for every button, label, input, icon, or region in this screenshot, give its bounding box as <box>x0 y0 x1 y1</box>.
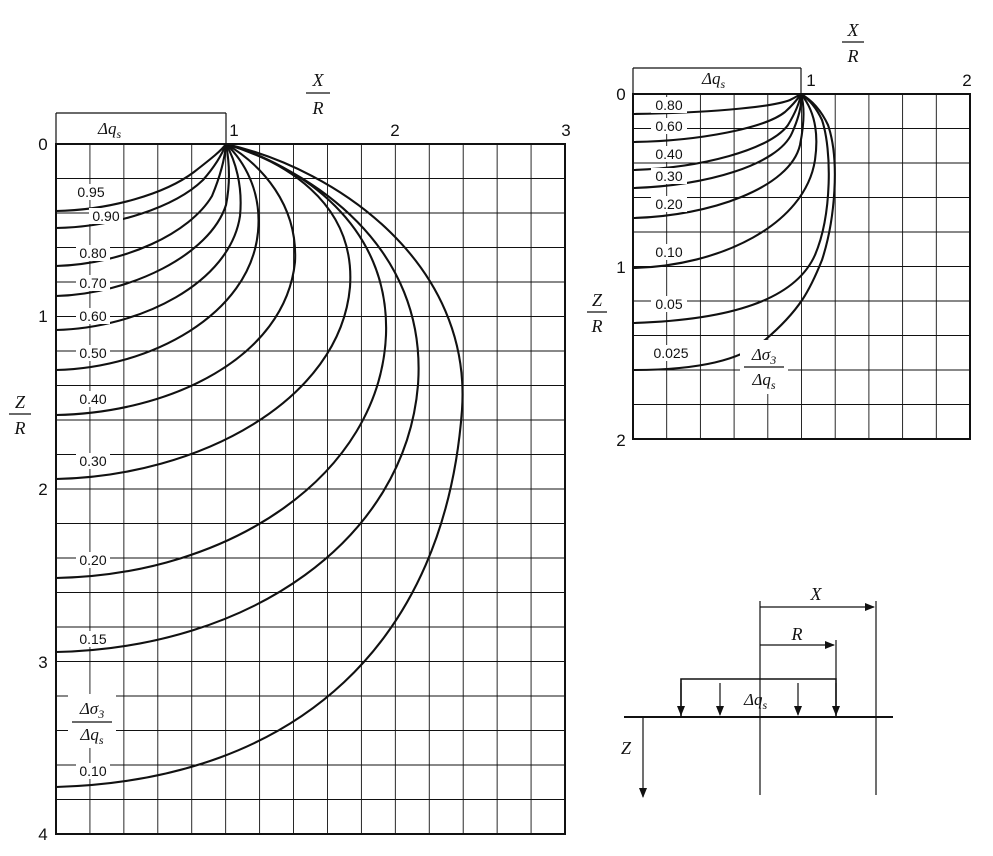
left-label-0.90: 0.90 <box>92 208 120 224</box>
right-chart-grid <box>633 94 970 439</box>
left-x-tick-3: 3 <box>561 121 571 140</box>
left-contour-labels <box>74 184 123 779</box>
right-label-0.60: 0.60 <box>655 118 683 134</box>
right-y-tick-1: 1 <box>616 258 626 277</box>
left-y-tick-1: 1 <box>38 307 48 326</box>
right-chart <box>587 20 972 450</box>
left-y-tick-2: 2 <box>38 480 48 499</box>
left-label-0.30: 0.30 <box>79 453 107 469</box>
right-x-tick-1: 1 <box>806 71 816 90</box>
sketch-x-label: X <box>810 584 822 604</box>
left-x-axis-label-num: X <box>312 70 324 90</box>
sketch-load-label: $\Delta q_s$ <box>744 690 768 712</box>
right-x-axis-label-num: X <box>847 20 859 40</box>
right-x-tick-2: 2 <box>962 71 972 90</box>
left-x-tick-1: 1 <box>229 121 239 140</box>
left-x-axis-label-den: R <box>312 98 324 118</box>
left-y-axis-label-den: R <box>14 418 26 438</box>
left-chart <box>9 70 571 844</box>
right-ratio-label-den: $\Delta q_s$ <box>752 370 776 392</box>
left-y-tick-3: 3 <box>38 653 48 672</box>
right-label-0.30: 0.30 <box>655 168 683 184</box>
right-label-0.80: 0.80 <box>655 97 683 113</box>
right-label-0.40: 0.40 <box>655 146 683 162</box>
right-label-0.025: 0.025 <box>653 345 689 361</box>
left-label-0.60: 0.60 <box>79 308 107 324</box>
left-label-0.80: 0.80 <box>79 245 107 261</box>
left-ratio-label-num: $\Delta\sigma_3$ <box>79 699 105 721</box>
right-label-0.05: 0.05 <box>655 296 683 312</box>
left-label-0.10: 0.10 <box>79 763 107 779</box>
right-y-axis-label-den: R <box>591 316 603 336</box>
left-isobar-0.60 <box>56 144 241 330</box>
left-label-0.15: 0.15 <box>79 631 107 647</box>
right-load-label: $\Delta q_s$ <box>702 69 726 91</box>
left-ratio-label-den: $\Delta q_s$ <box>80 725 104 747</box>
left-x-tick-2: 2 <box>390 121 400 140</box>
left-y-tick-4: 4 <box>38 825 48 844</box>
sketch-z-label: Z <box>620 738 632 758</box>
left-isobar-0.95 <box>56 144 226 211</box>
left-isobar-0.70 <box>56 144 229 296</box>
left-load-label: $\Delta q_s$ <box>98 119 122 141</box>
right-label-0.20: 0.20 <box>655 196 683 212</box>
left-label-0.70: 0.70 <box>79 275 107 291</box>
left-y-axis-label-num: Z <box>14 392 26 412</box>
left-label-0.95: 0.95 <box>77 184 105 200</box>
right-y-tick-2: 2 <box>616 431 626 450</box>
right-label-0.10: 0.10 <box>655 244 683 260</box>
right-ratio-label-num: $\Delta\sigma_3$ <box>751 345 777 367</box>
sketch-r-label: R <box>791 624 803 644</box>
left-label-0.40: 0.40 <box>79 391 107 407</box>
right-y-tick-0: 0 <box>616 85 626 104</box>
left-label-0.20: 0.20 <box>79 552 107 568</box>
loading-sketch <box>621 584 893 797</box>
left-chart-grid <box>56 144 565 834</box>
right-y-axis-label-num: Z <box>591 290 603 310</box>
left-label-0.50: 0.50 <box>79 345 107 361</box>
right-x-axis-label-den: R <box>847 46 859 66</box>
left-y-tick-0: 0 <box>38 135 48 154</box>
